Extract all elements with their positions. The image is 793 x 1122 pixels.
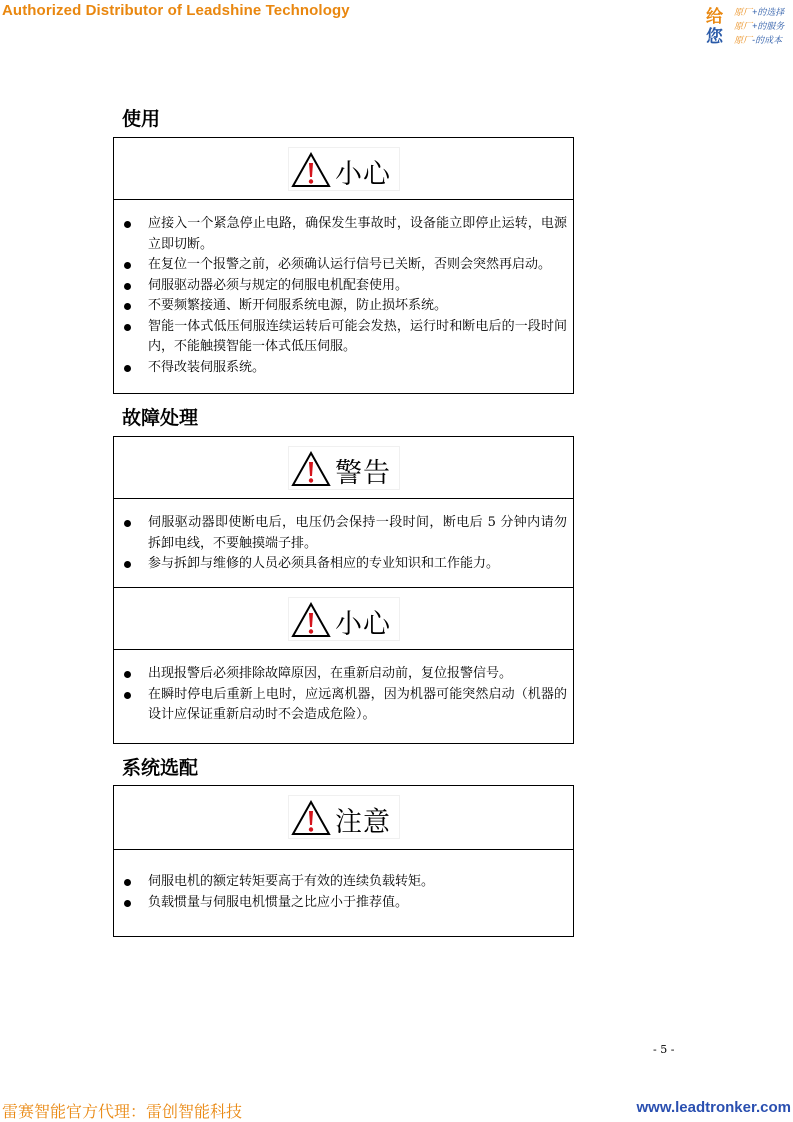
warning-triangle-icon (291, 451, 331, 487)
notice-badge (289, 796, 399, 838)
list-item: 智能一体式低压伺服连续运转后可能会发热，运行时和断电后的一段时间内，不能触摸智能一体式低压伺服。 (114, 317, 573, 358)
footer-website-link[interactable]: www.leadtronker.com (636, 1099, 791, 1116)
list-item: 伺服驱动器即使断电后，电压仍会保持一段时间，断电后 5 分钟内请勿拆卸电线，不要触摸端子排。 (114, 513, 573, 554)
page-number: - 5 - (653, 1043, 675, 1056)
logo-line-1: 原厂+的选择 (734, 7, 785, 17)
list-item: 伺服电机的额定转矩要高于有效的连续负载转矩。 (114, 872, 573, 893)
warning-box-fault (113, 436, 574, 588)
caution-label: 小心 (335, 159, 391, 190)
logo-line-2: 原厂+的服务 (734, 21, 785, 31)
box-header (114, 138, 573, 200)
notice-box-config (113, 785, 574, 937)
caution-list (114, 200, 573, 378)
list-item: 负载惯量与伺服电机惯量之比应小于推荐值。 (114, 893, 573, 914)
caution-box-use (113, 137, 574, 394)
notice-label: 注意 (335, 807, 391, 838)
section-title-use: 使用 (122, 108, 161, 130)
notice-list (114, 850, 573, 913)
box-header (114, 437, 573, 499)
box-header (114, 786, 573, 850)
list-item: 参与拆卸与维修的人员必须具备相应的专业知识和工作能力。 (114, 554, 573, 575)
caution-list (114, 650, 573, 726)
list-item: 在复位一个报警之前，必须确认运行信号已关断，否则会突然再启动。 (114, 255, 573, 276)
logo-char-2: 您 (706, 27, 723, 47)
list-item: 出现报警后必须排除故障原因，在重新启动前，复位报警信号。 (114, 664, 573, 685)
caution-badge (289, 148, 399, 190)
section-title-config: 系统选配 (122, 757, 199, 779)
box-header (114, 588, 573, 650)
list-item: 应接入一个紧急停止电路，确保发生事故时，设备能立即停止运转，电源立即切断。 (114, 214, 573, 255)
logo-char-1: 给 (706, 7, 723, 27)
caution-label: 小心 (335, 609, 391, 640)
list-item: 不要频繁接通、断开伺服系统电源，防止损坏系统。 (114, 296, 573, 317)
warning-badge (289, 447, 399, 489)
warning-triangle-icon (291, 800, 331, 836)
list-item: 在瞬时停电后重新上电时，应远离机器，因为机器可能突然启动（机器的设计应保证重新启动时不会造成危险）。 (114, 685, 573, 726)
caution-badge (289, 598, 399, 640)
caution-box-fault (113, 587, 574, 744)
warning-list (114, 499, 573, 575)
warning-label: 警告 (335, 458, 391, 489)
footer-agent-text: 雷赛智能官方代理：雷创智能科技 (2, 1102, 243, 1121)
header-logo (704, 2, 792, 46)
warning-triangle-icon (291, 602, 331, 638)
list-item: 伺服驱动器必须与规定的伺服电机配套使用。 (114, 276, 573, 297)
logo-line-3: 原厂-的成本 (734, 35, 783, 45)
warning-triangle-icon (291, 152, 331, 188)
list-item: 不得改装伺服系统。 (114, 358, 573, 379)
section-title-fault: 故障处理 (122, 407, 199, 429)
header-distributor-text: Authorized Distributor of Leadshine Technology (2, 2, 350, 19)
